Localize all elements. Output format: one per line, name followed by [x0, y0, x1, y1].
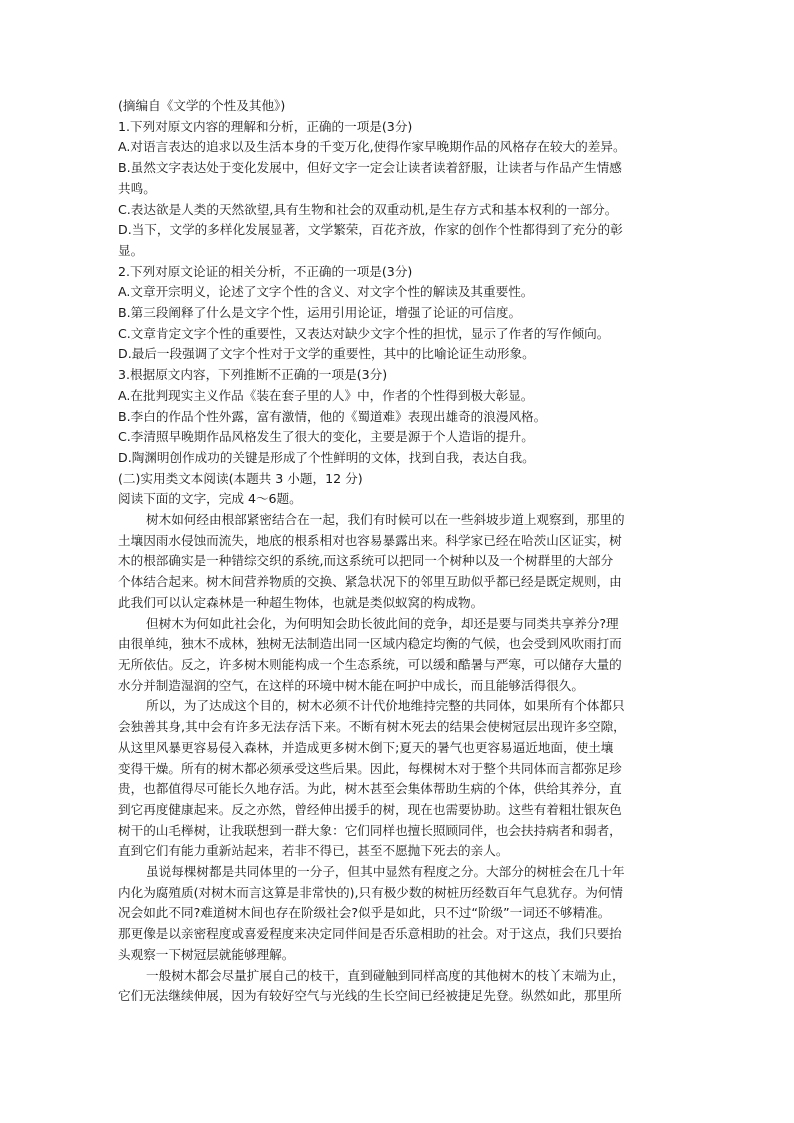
paragraph-line: 但树木为何如此社会化，为何明知会助长彼此间的竞争，却还是要与同类共享养分?理	[146, 615, 619, 631]
question-1-stem: 1.下列对原文内容的理解和分析，正确的一项是(3分)	[118, 118, 413, 134]
paragraph-1	[118, 510, 684, 614]
paragraph-line: 况会如此不同?难道树木间也存在阶级社会?似乎是如此，只不过“阶级”一词还不够精准。	[118, 905, 611, 921]
paragraph-line: 会独善其身,其中会有许多无法存活下来。不断有树木死去的结果会使树冠层出现许多空隙，	[118, 719, 626, 735]
paragraph-line: 所以，为了达成这个目的，树木必须不计代价地维持完整的共同体，如果所有个体都只	[146, 698, 625, 714]
section-heading: (二)实用类文本阅读(本题共 3 小题，12 分)	[118, 470, 363, 486]
question-1-option-a: A.对语言表达的追求以及生活本身的千变万化,使得作家早晚期作品的风格存在较大的差异。	[118, 139, 626, 155]
paragraph-line: 此我们可以认定森林是一种超生物体，也就是类似蚁窝的构成物。	[118, 594, 484, 610]
paragraph-3	[118, 696, 684, 862]
question-3-option-d: D.陶渊明创作成功的关键是形成了个性鲜明的文体，找到自我，表达自我。	[118, 449, 535, 465]
question-2-stem: 2.下列对原文论证的相关分析，不正确的一项是(3分)	[118, 263, 413, 279]
question-3-option-b: B.李白的作品个性外露，富有激情，他的《蜀道难》表现出雄奇的浪漫风格。	[118, 408, 547, 424]
paragraph-line: 直到它们有能力重新站起来，若非不得已，甚至不愿抛下死去的亲人。	[118, 843, 509, 859]
question-1-option-d-cont: 显。	[118, 242, 144, 258]
paragraph-line: 贵，也都值得尽可能长久地存活。为此，树木甚至会集体帮助生病的个体，供给其养分，直	[118, 781, 622, 797]
question-2-option-d: D.最后一段强调了文字个性对于文学的重要性，其中的比喻论证生动形象。	[118, 346, 535, 362]
paragraph-line: 它们无法继续伸展，因为有较好空气与光线的生长空间已经被捷足先登。纵然如此，那里所	[118, 988, 622, 1004]
paragraph-4	[118, 862, 684, 966]
question-1-option-d: D.当下，文学的多样化发展显著，文学繁荣，百花齐放，作家的创作个性都得到了充分的彰	[118, 222, 623, 238]
question-3-option-c: C.李清照早晚期作品风格发生了很大的变化，主要是源于个人造诣的提升。	[118, 429, 534, 445]
paragraph-5	[118, 966, 684, 1007]
paragraph-line: 由很单纯，独木不成林，独树无法制造出同一区域内稳定均衡的气候，也会受到风吹雨打而	[118, 636, 622, 652]
paragraph-line: 土壤因雨水侵蚀而流失，地底的根系相对也容易暴露出来。科学家已经在哈茨山区证实，树	[118, 532, 622, 548]
paragraph-line: 无所依估。反之，许多树木则能构成一个生态系统，可以缓和酷暑与严寒，可以储存大量的	[118, 656, 622, 672]
question-2-option-a: A.文章开宗明义，论述了文字个性的含义、对文字个性的解读及其重要性。	[118, 284, 534, 300]
paragraph-line: 从这里风暴更容易侵入森林，并造成更多树木倒下;夏天的暑气也更容易逼近地面，使土壤	[118, 739, 614, 755]
paragraph-line: 树木如何经由根部紧密结合在一起，我们有时候可以在一些斜坡步道上观察到，那里的	[146, 512, 625, 528]
paragraph-line: 到它再度健康起来。反之亦然，曾经伸出援手的树，现在也需要协助。这些有着粗壮银灰色	[118, 801, 622, 817]
question-2-option-c: C.文章肯定文字个性的重要性，又表达对缺少文字个性的担忧，显示了作者的写作倾向。	[118, 325, 610, 341]
paragraph-line: 一般树木都会尽量扩展自己的枝干，直到碰触到同样高度的其他树木的枝丫末端为止，	[146, 967, 625, 983]
paragraph-2	[118, 614, 684, 697]
question-3-option-a: A.在批判现实主义作品《装在套子里的人》中，作者的个性得到极大彰显。	[118, 387, 534, 403]
paragraph-line: 那更像是以亲密程度或喜爱程度来决定同伴间是否乐意相助的社会。对于这点，我们只要抬	[118, 926, 622, 942]
question-3-stem: 3.根据原文内容，下列推断不正确的一项是(3分)	[118, 367, 388, 383]
paragraph-line: 树干的山毛榉树，让我联想到一群大象：它们同样也擅长照顾同伴，也会扶持病者和弱者，	[118, 822, 622, 838]
paragraph-line: 木的根部确实是一种错综交织的系统,而这系统可以把同一个树种以及一个树群里的大部分	[118, 553, 614, 569]
paragraph-line: 变得干燥。所有的树木都必须承受这些后果。因此，每棵树木对于整个共同体而言都弥足珍	[118, 760, 622, 776]
paragraph-line: 虽说每棵树都是共同体里的一分子，但其中显然有程度之分。大部分的树桩会在几十年	[146, 864, 625, 880]
reading-instruction: 阅读下面的文字，完成 4～6题。	[118, 491, 302, 507]
document-page	[118, 96, 684, 1007]
question-2-option-b: B.第三段阐释了什么是文字个性，运用引用论证，增强了论证的可信度。	[118, 305, 522, 321]
question-1-option-b: B.虽然文字表达处于变化发展中，但好文字一定会让读者读着舒服，让读者与作品产生情感	[118, 160, 622, 176]
source-note: (摘编自《文学的个性及其他》)	[118, 98, 286, 113]
paragraph-line: 水分并制造湿润的空气，在这样的环境中树木能在呵护中成长，而且能够活得很久。	[118, 677, 584, 693]
paragraph-line: 头观察一下树冠层就能够理解。	[118, 946, 295, 962]
paragraph-line: 个体结合起来。树木间营养物质的交换、紧急状况下的邻里互助似乎都已经是既定规则，由	[118, 574, 622, 590]
question-1-option-b-cont: 共鸣。	[118, 180, 156, 196]
paragraph-line: 内化为腐殖质(对树木而言这算是非常快的),只有极少数的树桩历经数百年气息犹存。为何情	[118, 884, 623, 900]
question-1-option-c: C.表达欲是人类的天然欲望,具有生物和社会的双重动机,是生存方式和基本权利的一部分。	[118, 201, 618, 217]
